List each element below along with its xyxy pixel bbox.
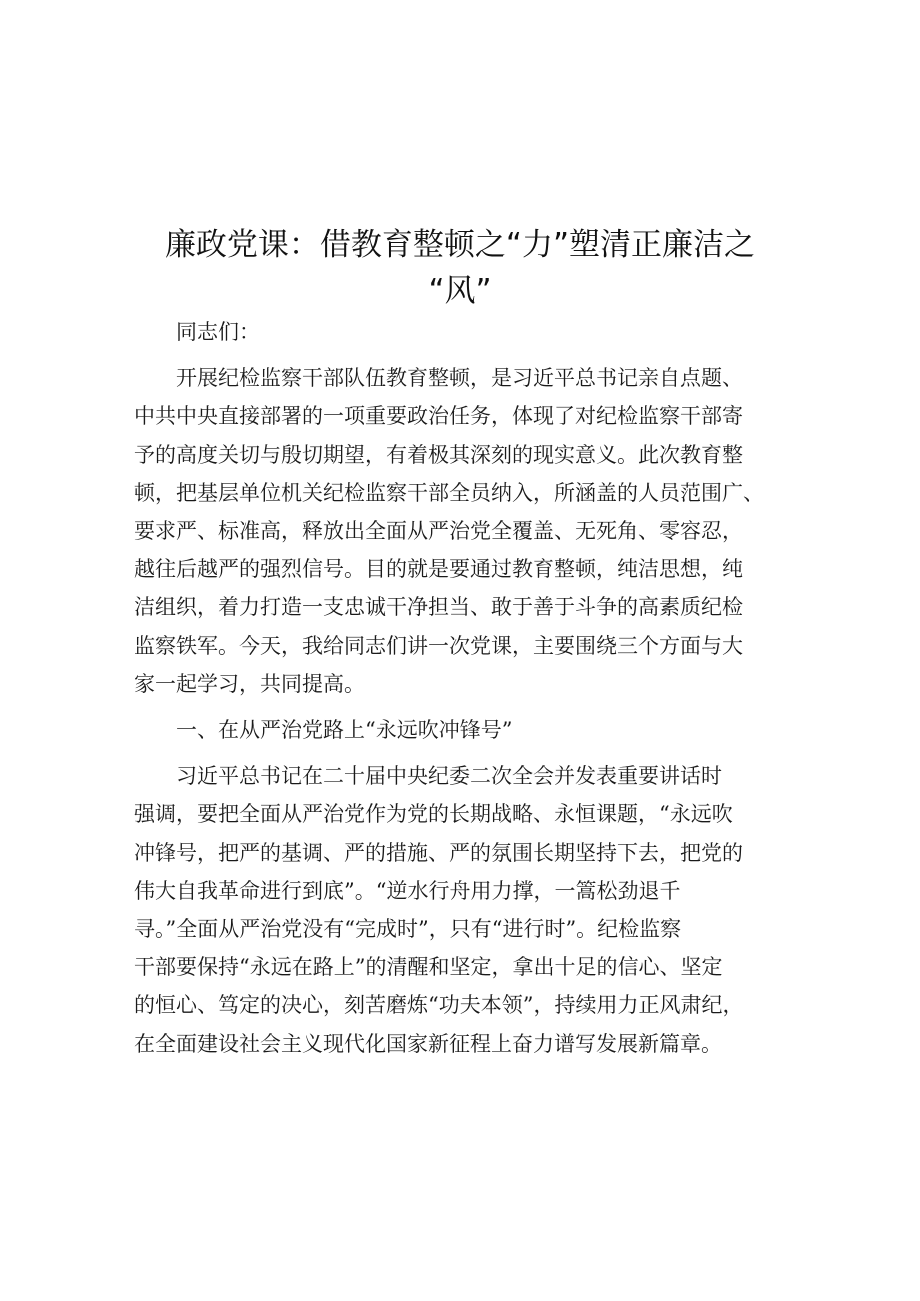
paragraph-section-1 [134, 757, 788, 1063]
paragraph-line: 干部要保持“永远在路上”的清醒和坚定，拿出十足的信心、坚定 [134, 955, 723, 980]
paragraph-line: 越往后越严的强烈信号。目的就是要通过教育整顿，纯洁思想，纯 [134, 557, 743, 582]
document-body [134, 313, 788, 1071]
salutation-text: 同志们： [176, 320, 260, 344]
paragraph-line: 要求严、标准高，释放出全面从严治党全覆盖、无死角、零容忍， [134, 519, 743, 544]
paragraph-line: 中共中央直接部署的一项重要政治任务，体现了对纪检监察干部寄 [134, 404, 743, 429]
paragraph-line: 的恒心、笃定的决心，刻苦磨炼“功夫本领”，持续用力正风肃纪， [134, 993, 744, 1018]
paragraph-line: 冲锋号，把严的基调、严的措施、严的氛围长期坚持下去，把党的 [134, 840, 743, 865]
section-heading-1 [134, 711, 788, 749]
paragraph-line: 伟大自我革命进行到底”。“逆水行舟用力撑，一篙松劲退千 [134, 878, 681, 903]
paragraph-line: 监察铁军。今天，我给同志们讲一次党课，主要围绕三个方面与大 [134, 633, 743, 658]
salutation [134, 313, 788, 351]
paragraph-line: 顿，把基层单位机关纪检监察干部全员纳入，所涵盖的人员范围广、 [134, 480, 764, 505]
paragraph-line: 开展纪检监察干部队伍教育整顿，是习近平总书记亲自点题、 [176, 366, 743, 391]
title-line-2: “风” [428, 273, 492, 309]
paragraph-line: 寻。”全面从严治党没有“完成时”，只有“进行时”。纪检监察 [134, 917, 682, 942]
section-heading-text: 一、在从严治党路上“永远吹冲锋号” [176, 718, 513, 743]
paragraph-intro [134, 359, 788, 703]
paragraph-line: 洁组织，着力打造一支忠诚干净担当、敢于善于斗争的高素质纪检 [134, 595, 743, 620]
paragraph-line: 予的高度关切与殷切期望，有着极其深刻的现实意义。此次教育整 [134, 442, 743, 467]
document-title [100, 222, 820, 314]
paragraph-line: 家一起学习，共同提高。 [134, 671, 365, 696]
paragraph-line: 习近平总书记在二十届中央纪委二次全会并发表重要讲话时 [176, 764, 722, 789]
title-line-1: 廉政党课：借教育整顿之“力”塑清正廉洁之 [164, 227, 756, 263]
paragraph-line: 在全面建设社会主义现代化国家新征程上奋力谱写发展新篇章。 [134, 1031, 722, 1056]
paragraph-line: 强调，要把全面从严治党作为党的长期战略、永恒课题，“永远吹 [134, 802, 733, 827]
